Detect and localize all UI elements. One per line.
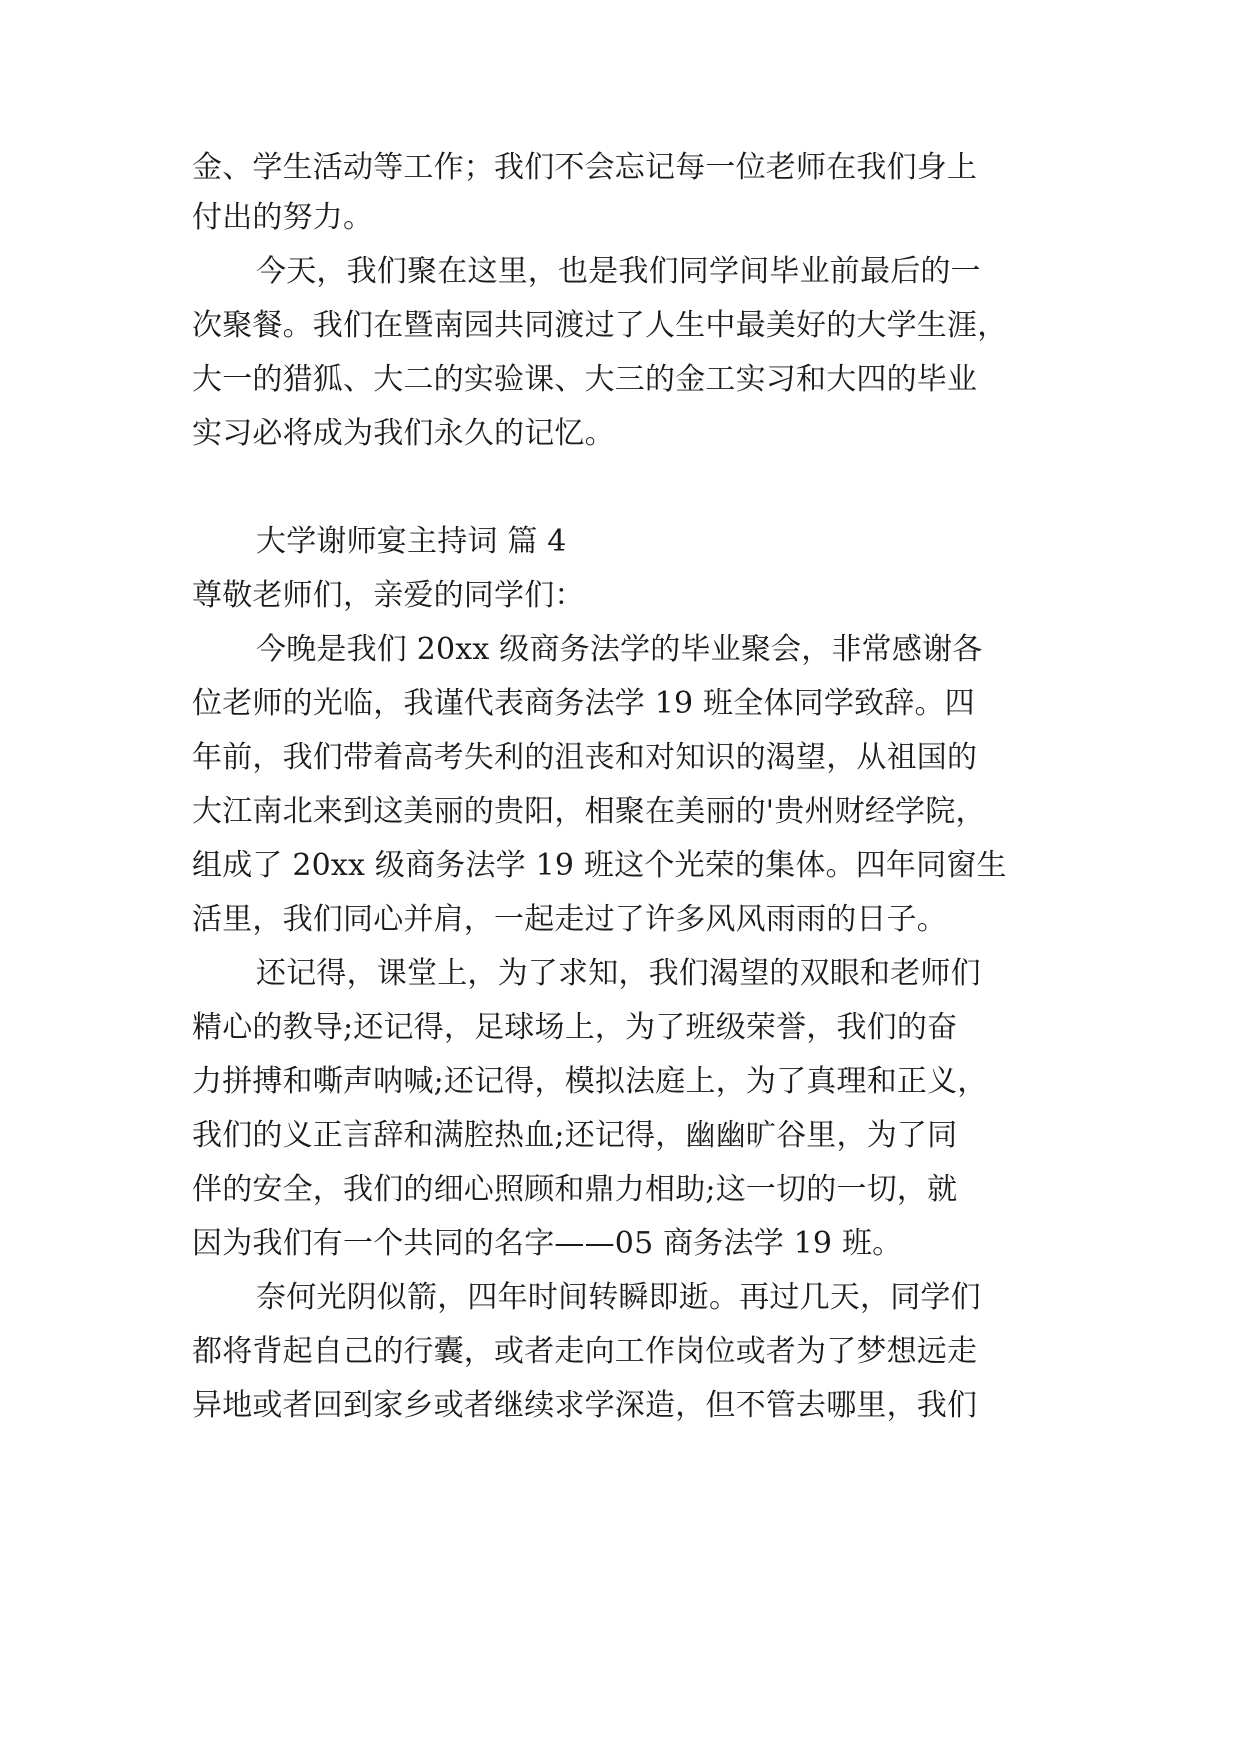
- paragraph-line: 大一的猎狐、大二的实验课、大三的金工实习和大四的毕业: [192, 362, 978, 397]
- paragraph-line: 我们的义正言辞和满腔热血;还记得，幽幽旷谷里，为了同: [192, 1118, 958, 1153]
- paragraph-line: 还记得，课堂上，为了求知，我们渴望的双眼和老师们: [256, 956, 981, 991]
- paragraph-line: 大江南北来到这美丽的贵阳，相聚在美丽的'贵州财经学院，: [192, 794, 986, 829]
- paragraph-line: 都将背起自己的行囊，或者走向工作岗位或者为了梦想远走: [192, 1334, 978, 1369]
- paragraph-line: 年前，我们带着高考失利的沮丧和对知识的渴望，从祖国的: [192, 740, 978, 775]
- salutation-line: 尊敬老师们，亲爱的同学们：: [192, 578, 585, 613]
- paragraph-line: 今晚是我们 20xx 级商务法学的毕业聚会，非常感谢各: [256, 632, 983, 667]
- paragraph-line: 次聚餐。我们在暨南园共同渡过了人生中最美好的大学生涯，: [192, 308, 1008, 343]
- paragraph-line: 精心的教导;还记得，足球场上，为了班级荣誉，我们的奋: [192, 1010, 958, 1045]
- paragraph-line: 因为我们有一个共同的名字——05 商务法学 19 班。: [192, 1226, 903, 1261]
- paragraph-line: 奈何光阴似箭，四年时间转瞬即逝。再过几天，同学们: [256, 1280, 981, 1315]
- paragraph-line: 位老师的光临，我谨代表商务法学 19 班全体同学致辞。四: [192, 686, 975, 721]
- paragraph-line: 付出的努力。: [192, 200, 374, 235]
- paragraph-line: 异地或者回到家乡或者继续求学深造，但不管去哪里，我们: [192, 1388, 978, 1423]
- paragraph-line: 活里，我们同心并肩，一起走过了许多风风雨雨的日子。: [192, 902, 947, 937]
- paragraph-line: 金、学生活动等工作；我们不会忘记每一位老师在我们身上: [192, 150, 978, 185]
- section-heading: 大学谢师宴主持词 篇 4: [256, 524, 567, 559]
- paragraph-line: 力拼搏和嘶声呐喊;还记得，模拟法庭上，为了真理和正义，: [192, 1064, 988, 1099]
- paragraph-line: 今天，我们聚在这里，也是我们同学间毕业前最后的一: [256, 254, 981, 289]
- paragraph-line: 组成了 20xx 级商务法学 19 班这个光荣的集体。四年同窗生: [192, 848, 1007, 883]
- paragraph-line: 伴的安全，我们的细心照顾和鼎力相助;这一切的一切，就: [192, 1172, 958, 1207]
- paragraph-line: 实习必将成为我们永久的记忆。: [192, 416, 615, 451]
